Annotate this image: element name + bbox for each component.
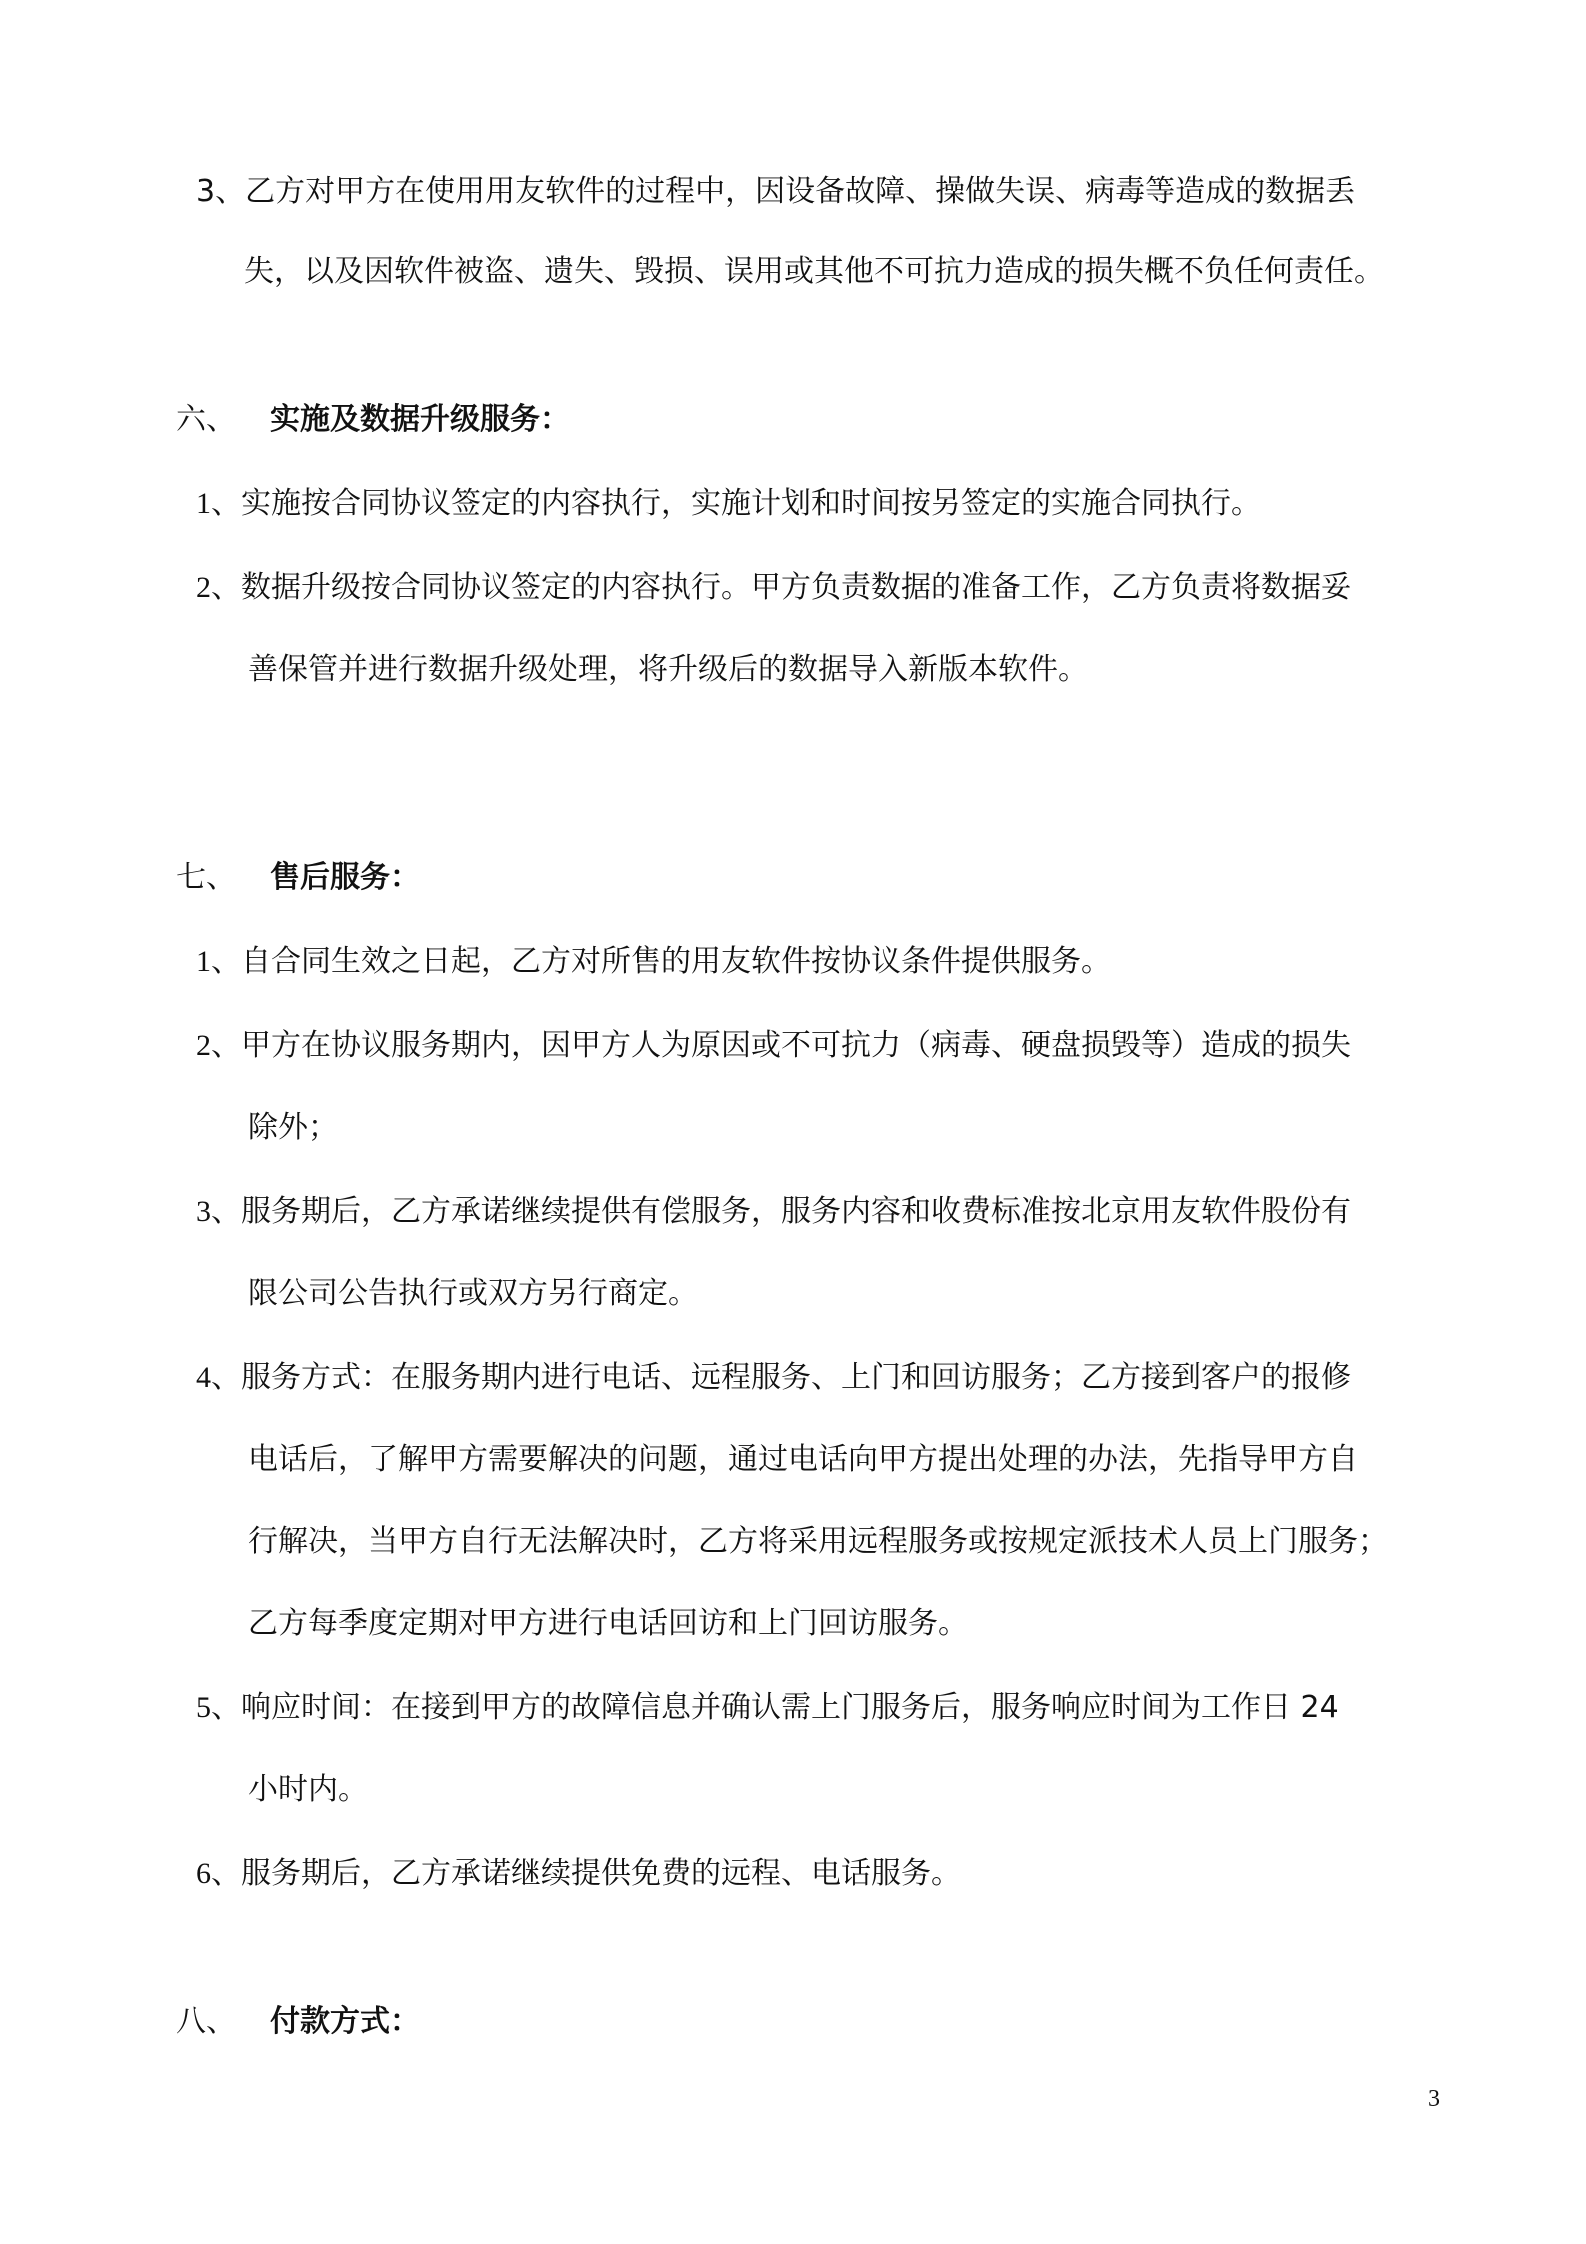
list-item-continuation [248,1770,368,1810]
item-number: 3、 [196,1195,241,1228]
item-text: 行解决，当甲方自行无法解决时，乙方将采用远程服务或按规定派技术人员上门服务； [248,1524,1388,1559]
list-item-continuation [248,650,1088,690]
item-number: 1、 [196,945,241,978]
item-text: 服务期后，乙方承诺继续提供有偿服务，服务内容和收费标准按北京用友软件股份有 [241,1194,1351,1229]
list-item [196,484,1261,524]
item-number: 5、 [196,1691,241,1724]
list-item-continuation [248,1522,1388,1562]
list-item-continuation [248,1440,1358,1480]
list-item [196,1854,961,1894]
section-number: 七、 [176,860,236,895]
page-number: 3 [1428,2086,1440,2112]
item-text: 服务方式：在服务期内进行电话、远程服务、上门和回访服务；乙方接到客户的报修 [241,1360,1351,1395]
item-text: 乙方每季度定期对甲方进行电话回访和上门回访服务。 [248,1606,968,1641]
section-number: 六、 [176,402,236,437]
item-text: 乙方对甲方在使用用友软件的过程中，因设备故障、操做失误、病毒等造成的数据丢 [245,174,1356,209]
list-item [196,1192,1351,1232]
item-number: 2、 [196,1029,241,1062]
section-heading-7 [176,858,420,898]
item-text: 响应时间：在接到甲方的故障信息并确认需上门服务后，服务响应时间为工作日 24 [241,1690,1339,1725]
item-text: 小时内。 [248,1772,368,1807]
item-text: 失，以及因软件被盗、遗失、毁损、误用或其他不可抗力造成的损失概不负任何责任。 [244,254,1384,289]
item-text: 甲方在协议服务期内，因甲方人为原因或不可抗力（病毒、硬盘损毁等）造成的损失 [241,1028,1351,1063]
item-number: 3、 [196,174,246,209]
list-item-3-continuation [244,252,1384,292]
item-text: 实施按合同协议签定的内容执行，实施计划和时间按另签定的实施合同执行。 [241,486,1261,521]
item-text: 数据升级按合同协议签定的内容执行。甲方负责数据的准备工作，乙方负责将数据妥 [241,570,1351,605]
item-number: 6、 [196,1857,241,1890]
list-item-continuation [248,1274,698,1314]
section-heading-8 [176,2002,420,2042]
item-text: 服务期后，乙方承诺继续提供免费的远程、电话服务。 [241,1856,961,1891]
item-text: 限公司公告执行或双方另行商定。 [248,1276,698,1311]
list-item [196,568,1351,608]
list-item-continuation [248,1604,968,1644]
section-title: 实施及数据升级服务： [270,402,570,437]
list-item [196,1358,1351,1398]
section-title: 售后服务： [270,860,420,895]
section-number: 八、 [176,2004,236,2039]
item-number: 4、 [196,1361,241,1394]
list-item [196,1688,1339,1728]
item-text: 除外； [248,1110,338,1145]
item-text: 自合同生效之日起，乙方对所售的用友软件按协议条件提供服务。 [241,944,1111,979]
item-text: 善保管并进行数据升级处理，将升级后的数据导入新版本软件。 [248,652,1088,687]
list-item-3 [196,172,1355,212]
item-text: 电话后，了解甲方需要解决的问题，通过电话向甲方提出处理的办法，先指导甲方自 [248,1442,1358,1477]
item-number: 2、 [196,571,241,604]
list-item-continuation [248,1108,338,1148]
list-item [196,1026,1351,1066]
section-title: 付款方式： [270,2004,420,2039]
list-item [196,942,1111,982]
section-heading-6 [176,400,570,440]
item-number: 1、 [196,487,241,520]
